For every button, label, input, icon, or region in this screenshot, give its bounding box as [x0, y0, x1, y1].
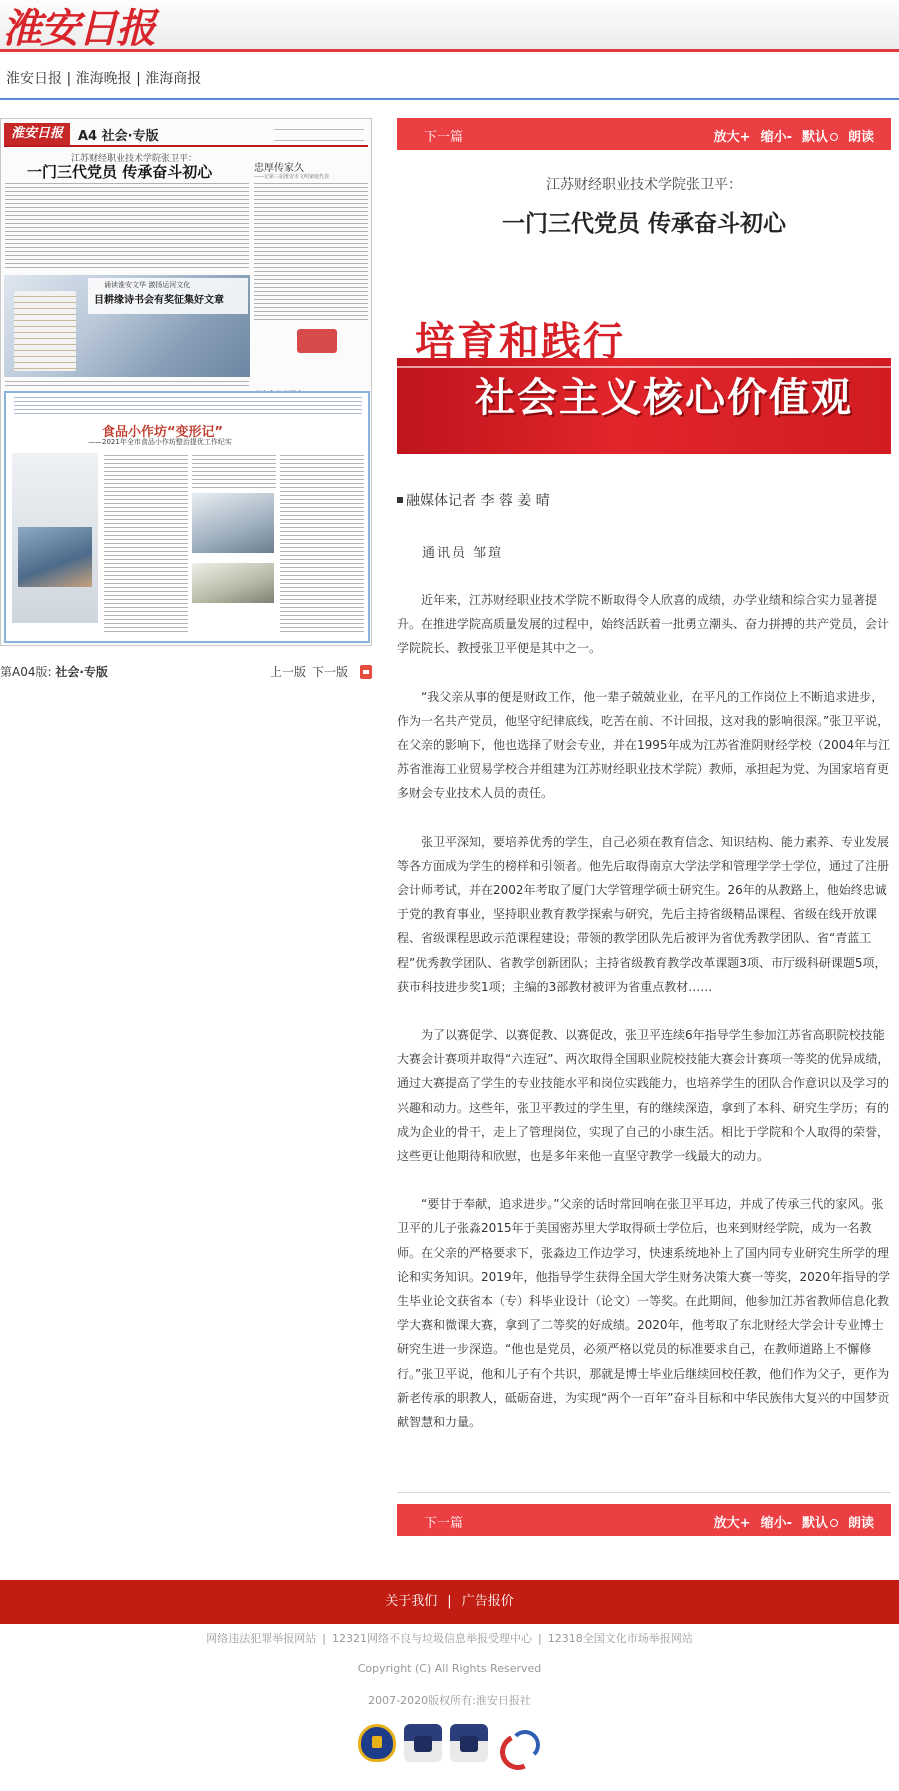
article-kicker: 江苏财经职业技术学院张卫平： [546, 177, 742, 193]
default-size-button[interactable] [802, 126, 838, 145]
copyright-years: 2007-2020版权所有:淮安日报社 [368, 1694, 531, 1707]
paper-photo-kicker: 诵读淮安文华 激扬运河文化 [104, 281, 191, 289]
nav-separator: | [62, 71, 76, 87]
paper-text-block [192, 455, 276, 489]
reading-controls [714, 126, 874, 145]
default-size-label: 默认 [801, 130, 828, 145]
paper-nav [0, 52, 899, 100]
paper-photo-headline: 目耕缘诗书会有奖征集好文章 [94, 295, 224, 306]
banner-line-1: 培育和践行 [415, 318, 625, 365]
article-correspondent: 通讯员 邹瑄 [422, 546, 504, 561]
paper-meta [274, 129, 364, 141]
report-link-12318[interactable]: 12318全国文化市场举报网站 [547, 1632, 693, 1645]
reading-controls [714, 1512, 874, 1531]
paper-masthead [4, 123, 368, 147]
pdf-icon[interactable] [360, 665, 372, 679]
paper-feature-box[interactable] [4, 391, 370, 643]
article-paragraph: “我父亲从事的便是财政工作，他一辈子兢兢业业，在平凡的工作岗位上不断追求进步，作为一名共产党员，他坚守纪律底线，吃苦在前、不计回报，这对我的影响很深。”张卫平说，在父亲的影响下，他也选择了财会专业，并在1995年成为江苏省淮阴财经学校（2004年与江苏省淮海工业贸易学校合并组建为江苏财经职业技术学院）教师，承担起为党、为国家培育更多财会专业技术人员的责任。 [397, 689, 891, 801]
newspaper-page-preview[interactable] [0, 118, 372, 646]
article-banner-image [397, 262, 891, 454]
article-toolbar-bottom [397, 1504, 891, 1536]
next-article-link[interactable]: 下一篇 [424, 130, 464, 145]
zoom-in-button[interactable]: 放大+ [713, 1516, 751, 1531]
read-aloud-button[interactable]: 朗读 [847, 130, 874, 145]
page-nav [270, 663, 372, 680]
paper-headline[interactable]: 一门三代党员 传承奋斗初心 [27, 163, 213, 181]
security-guard-icon[interactable] [404, 1724, 442, 1762]
nav-separator: | [131, 71, 146, 87]
paper-page-footer [0, 660, 372, 680]
square-bullet-icon [397, 497, 403, 503]
next-article-link[interactable]: 下一篇 [424, 1516, 464, 1531]
paper-box-photo [192, 563, 274, 603]
article-paragraph: “要甘于奉献，追求进步。”父亲的话时常回响在张卫平耳边，并成了传承三代的家风。张卫平的儿子张淼2015年于美国密苏里大学取得硕士学位后，也来到财经学院，成为一名教师。在父亲的严格要求下，张淼边工作边学习，快速系统地补上了国内同专业研究生所学的理论和实务知识。2019年，他指导学生获得全国大学生财务决策大赛一等奖，2020年指导的学生毕业论文获省本（专）科毕业设计（论文）一等奖。在此期间，他参加江苏省教师信息化教学大赛和微课大赛，拿到了二等奖的好成绩。2020年，他考取了东北财经大学会计专业博士研究生进一步深造。“他也是党员，必须严格以党员的标准要求自己，在教师道路上不懈修行。”张卫平说，他和儿子有个共识，那就是博士毕业后继续回校任教，他们作为父子，更作为新老传承的职教人，砥砺奋进，为实现“两个一百年”奋斗目标和中华民族伟大复兴的中国梦贡献智慧和力量。 [397, 1197, 891, 1430]
paper-nav-links [6, 68, 201, 88]
paper-side-sub: ——记第三届淮安市文明家庭代表 [254, 174, 330, 180]
paper-badge [297, 329, 337, 353]
report-link-illegal[interactable]: 网络违法犯罪举报网站 [206, 1632, 317, 1645]
next-page-link[interactable]: 下一版 [311, 665, 348, 679]
article-paragraph: 张卫平深知，要培养优秀的学生，自己必须在教育信念、知识结构、能力素养、专业发展等各方面成为学生的榜样和引领者。他先后取得南京大学法学和管理学学士学位，通过了注册会计师考试，并在2002年考取了厦门大学管理学硕士研究生。26年的从教路上，他始终忠诚于党的教育事业，坚持职业教育教学探索与研究，先后主持省级精品课程、省级在线开放课程、省级课程思政示范课程建设；带领的教学团队先后被评为省优秀教学团队、省“青蓝工程”优秀教学团队、省教学创新团队；主持省级教育教学改革课题3项、市厅级科研课题5项，获市科技进步奖1项；主编的3部教材被评为省重点教材…… [397, 834, 890, 994]
paper-text-block [104, 455, 188, 635]
banner-line-2: 社会主义核心价值观 [475, 374, 853, 421]
security-guard-icon[interactable] [450, 1724, 488, 1762]
zoom-in-button[interactable]: 放大+ [713, 130, 751, 145]
zoom-out-button[interactable]: 缩小- [760, 1516, 792, 1531]
books-image [14, 291, 76, 371]
circle-icon [830, 1519, 838, 1527]
report-link-12321[interactable]: 12321网络不良与垃圾信息举报受理中心 [332, 1632, 532, 1645]
paper-photo-title [88, 278, 248, 314]
footer-separator: | [447, 1594, 452, 1609]
paper-page-label: A4 社会·专版 [78, 129, 159, 144]
ad-rates-link[interactable]: 广告报价 [461, 1594, 514, 1609]
paper-side-title[interactable]: 忠厚传家久 [254, 163, 304, 174]
paper-box-photo [192, 493, 274, 553]
article-body [397, 588, 891, 1458]
prev-page-link[interactable]: 上一版 [269, 665, 306, 679]
about-us-link[interactable]: 关于我们 [385, 1594, 438, 1609]
nav-link-huaian-daily[interactable]: 淮安日报 [6, 71, 62, 87]
byline-text: 融媒体记者 李 蓉 姜 晴 [406, 493, 550, 509]
article-toolbar-top [397, 118, 891, 150]
nav-link-huaihai-evening[interactable]: 淮海晚报 [75, 71, 132, 87]
footer-bar [0, 1580, 899, 1624]
page-label [0, 663, 108, 680]
paper-text-block [5, 183, 249, 271]
report-center-icon[interactable] [496, 1724, 534, 1762]
default-size-label: 默认 [801, 1516, 828, 1531]
footer-separator: | [322, 1632, 326, 1645]
site-header [0, 0, 899, 52]
paper-box-photo [12, 453, 98, 623]
footer-separator: | [538, 1632, 542, 1645]
copyright: Copyright (C) All Rights Reserved [357, 1662, 542, 1675]
paper-text-block [254, 183, 368, 323]
page-section: 社会·专版 [55, 665, 108, 679]
paper-text-block [5, 381, 249, 389]
paper-logo: 淮安日报 [4, 123, 70, 145]
paper-box-intro [14, 397, 362, 417]
certification-badges [358, 1724, 538, 1768]
article-paragraph: 近年来，江苏财经职业技术学院不断取得令人欣喜的成绩，办学业绩和综合实力显著提升。在推进学院高质量发展的过程中，始终活跃着一批勇立潮头、奋力拼搏的共产党员，会计学院院长、教授张卫平便是其中之一。 [397, 593, 890, 656]
article-divider [397, 1492, 891, 1493]
default-size-button[interactable] [802, 1512, 838, 1531]
paper-box-subtitle: ——2021年全市食品小作坊整治提优工作纪实 [88, 438, 232, 446]
read-aloud-button[interactable]: 朗读 [847, 1516, 874, 1531]
circle-icon [830, 133, 838, 141]
page-prefix: 第A04版: [0, 665, 52, 679]
report-links [0, 1630, 899, 1646]
site-logo[interactable]: 淮安日报 [2, 4, 154, 52]
article-byline [397, 490, 550, 510]
article-headline: 一门三代党员 传承奋斗初心 [501, 211, 786, 237]
nav-link-huaihai-business[interactable]: 淮海商报 [145, 71, 202, 87]
paper-photo-feature[interactable] [4, 275, 250, 377]
paper-box-title: 食品小作坊“变形记” [102, 425, 224, 440]
paper-kicker[interactable]: 江苏财经职业技术学院张卫平： [71, 154, 198, 164]
police-badge-icon[interactable] [358, 1724, 396, 1762]
zoom-out-button[interactable]: 缩小- [760, 130, 792, 145]
paper-text-block [280, 455, 364, 635]
article-paragraph: 为了以赛促学、以赛促教、以赛促改，张卫平连续6年指导学生参加江苏省高职院校技能大赛会计赛项并取得“六连冠”、两次取得全国职业院校技能大赛会计赛项一等奖的优异成绩，通过大赛提高了学生的专业技能水平和岗位实践能力，也培养学生的团队合作意识以及学习的兴趣和动力。这些年，张卫平教过的学生里，有的继续深造，拿到了本科、研究生学历；有的成为企业的骨干，走上了管理岗位，实现了自己的小康生活。相比于学院和个人取得的荣誉，这些更让他期待和欣慰，也是多年来他一直坚守教学一线最大的动力。 [397, 1028, 890, 1164]
